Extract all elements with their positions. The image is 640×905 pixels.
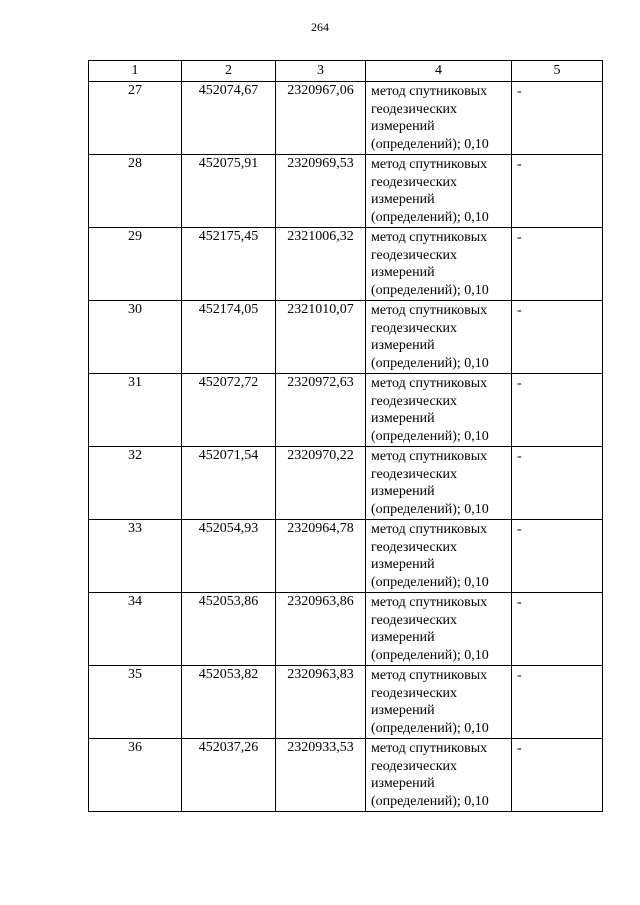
note-cell: - bbox=[512, 520, 603, 593]
column-header: 4 bbox=[366, 61, 512, 82]
method-line: метод спутниковых bbox=[371, 303, 488, 318]
point-number-cell: 27 bbox=[89, 82, 182, 155]
method-line: метод спутниковых bbox=[371, 84, 488, 99]
y-coordinate-cell: 2320963,86 bbox=[276, 593, 366, 666]
method-line: геодезических bbox=[371, 101, 458, 117]
method-line: метод спутниковых bbox=[371, 157, 488, 172]
note-cell: - bbox=[512, 739, 603, 812]
table-row bbox=[89, 666, 603, 739]
method-line: метод спутниковых bbox=[371, 741, 488, 756]
y-coordinate-cell: 2320933,53 bbox=[276, 739, 366, 812]
method-line: (определений); 0,10 bbox=[371, 209, 489, 225]
method-line: измерений bbox=[371, 119, 435, 134]
method-line: измерений bbox=[371, 484, 435, 499]
method-accuracy-cell bbox=[366, 739, 512, 812]
point-number-cell: 33 bbox=[89, 520, 182, 593]
page-number: 264 bbox=[311, 20, 329, 34]
method-line: геодезических bbox=[371, 320, 458, 336]
method-accuracy-cell bbox=[366, 447, 512, 520]
table-row bbox=[89, 520, 603, 593]
table-row bbox=[89, 228, 603, 301]
table-body bbox=[89, 82, 603, 812]
method-line: геодезических bbox=[371, 758, 458, 774]
y-coordinate-cell: 2321006,32 bbox=[276, 228, 366, 301]
x-coordinate-cell: 452053,82 bbox=[182, 666, 276, 739]
point-number-cell: 31 bbox=[89, 374, 182, 447]
note-cell: - bbox=[512, 228, 603, 301]
table-header-row bbox=[89, 61, 603, 82]
method-line: измерений bbox=[371, 192, 435, 207]
method-line: (определений); 0,10 bbox=[371, 574, 489, 590]
method-accuracy-cell bbox=[366, 374, 512, 447]
note-cell: - bbox=[512, 301, 603, 374]
note-cell: - bbox=[512, 82, 603, 155]
note-cell: - bbox=[512, 447, 603, 520]
y-coordinate-cell: 2320970,22 bbox=[276, 447, 366, 520]
method-line: измерений bbox=[371, 338, 435, 353]
y-coordinate-cell: 2320969,53 bbox=[276, 155, 366, 228]
note-cell: - bbox=[512, 666, 603, 739]
method-accuracy-cell bbox=[366, 82, 512, 155]
method-accuracy-cell bbox=[366, 301, 512, 374]
method-accuracy-cell bbox=[366, 593, 512, 666]
x-coordinate-cell: 452053,86 bbox=[182, 593, 276, 666]
point-number-cell: 28 bbox=[89, 155, 182, 228]
x-coordinate-cell: 452054,93 bbox=[182, 520, 276, 593]
column-header: 3 bbox=[276, 61, 366, 82]
y-coordinate-cell: 2320963,83 bbox=[276, 666, 366, 739]
method-line: (определений); 0,10 bbox=[371, 355, 489, 371]
method-line: метод спутниковых bbox=[371, 595, 488, 610]
y-coordinate-cell: 2320972,63 bbox=[276, 374, 366, 447]
point-number-cell: 32 bbox=[89, 447, 182, 520]
method-line: измерений bbox=[371, 265, 435, 280]
method-line: (определений); 0,10 bbox=[371, 647, 489, 663]
method-line: геодезических bbox=[371, 393, 458, 409]
point-number-cell: 34 bbox=[89, 593, 182, 666]
method-accuracy-cell bbox=[366, 666, 512, 739]
method-line: измерений bbox=[371, 776, 435, 791]
point-number-cell: 36 bbox=[89, 739, 182, 812]
method-accuracy-cell bbox=[366, 520, 512, 593]
x-coordinate-cell: 452074,67 bbox=[182, 82, 276, 155]
method-line: (определений); 0,10 bbox=[371, 428, 489, 444]
method-line: метод спутниковых bbox=[371, 449, 488, 464]
method-line: геодезических bbox=[371, 174, 458, 190]
method-accuracy-cell bbox=[366, 155, 512, 228]
method-line: (определений); 0,10 bbox=[371, 282, 489, 298]
x-coordinate-cell: 452072,72 bbox=[182, 374, 276, 447]
method-line: геодезических bbox=[371, 612, 458, 628]
method-line: геодезических bbox=[371, 685, 458, 701]
note-cell: - bbox=[512, 593, 603, 666]
x-coordinate-cell: 452175,45 bbox=[182, 228, 276, 301]
method-line: измерений bbox=[371, 703, 435, 718]
table-row bbox=[89, 593, 603, 666]
point-number-cell: 30 bbox=[89, 301, 182, 374]
method-line: метод спутниковых bbox=[371, 522, 488, 537]
x-coordinate-cell: 452071,54 bbox=[182, 447, 276, 520]
method-line: (определений); 0,10 bbox=[371, 793, 489, 809]
method-line: метод спутниковых bbox=[371, 376, 488, 391]
method-line: геодезических bbox=[371, 539, 458, 555]
method-line: метод спутниковых bbox=[371, 230, 488, 245]
x-coordinate-cell: 452174,05 bbox=[182, 301, 276, 374]
method-line: измерений bbox=[371, 557, 435, 572]
y-coordinate-cell: 2320967,06 bbox=[276, 82, 366, 155]
y-coordinate-cell: 2320964,78 bbox=[276, 520, 366, 593]
column-header: 5 bbox=[512, 61, 603, 82]
x-coordinate-cell: 452075,91 bbox=[182, 155, 276, 228]
method-accuracy-cell bbox=[366, 228, 512, 301]
note-cell: - bbox=[512, 155, 603, 228]
table-row bbox=[89, 82, 603, 155]
x-coordinate-cell: 452037,26 bbox=[182, 739, 276, 812]
method-line: (определений); 0,10 bbox=[371, 720, 489, 736]
point-number-cell: 35 bbox=[89, 666, 182, 739]
table-row bbox=[89, 301, 603, 374]
method-line: геодезических bbox=[371, 466, 458, 482]
method-line: метод спутниковых bbox=[371, 668, 488, 683]
method-line: измерений bbox=[371, 630, 435, 645]
y-coordinate-cell: 2321010,07 bbox=[276, 301, 366, 374]
method-line: измерений bbox=[371, 411, 435, 426]
point-number-cell: 29 bbox=[89, 228, 182, 301]
column-header: 1 bbox=[89, 61, 182, 82]
method-line: (определений); 0,10 bbox=[371, 136, 489, 152]
note-cell: - bbox=[512, 374, 603, 447]
coordinates-table bbox=[88, 60, 603, 812]
method-line: геодезических bbox=[371, 247, 458, 263]
table-row bbox=[89, 447, 603, 520]
table-row bbox=[89, 155, 603, 228]
column-header: 2 bbox=[182, 61, 276, 82]
table-row bbox=[89, 374, 603, 447]
table-row bbox=[89, 739, 603, 812]
method-line: (определений); 0,10 bbox=[371, 501, 489, 517]
